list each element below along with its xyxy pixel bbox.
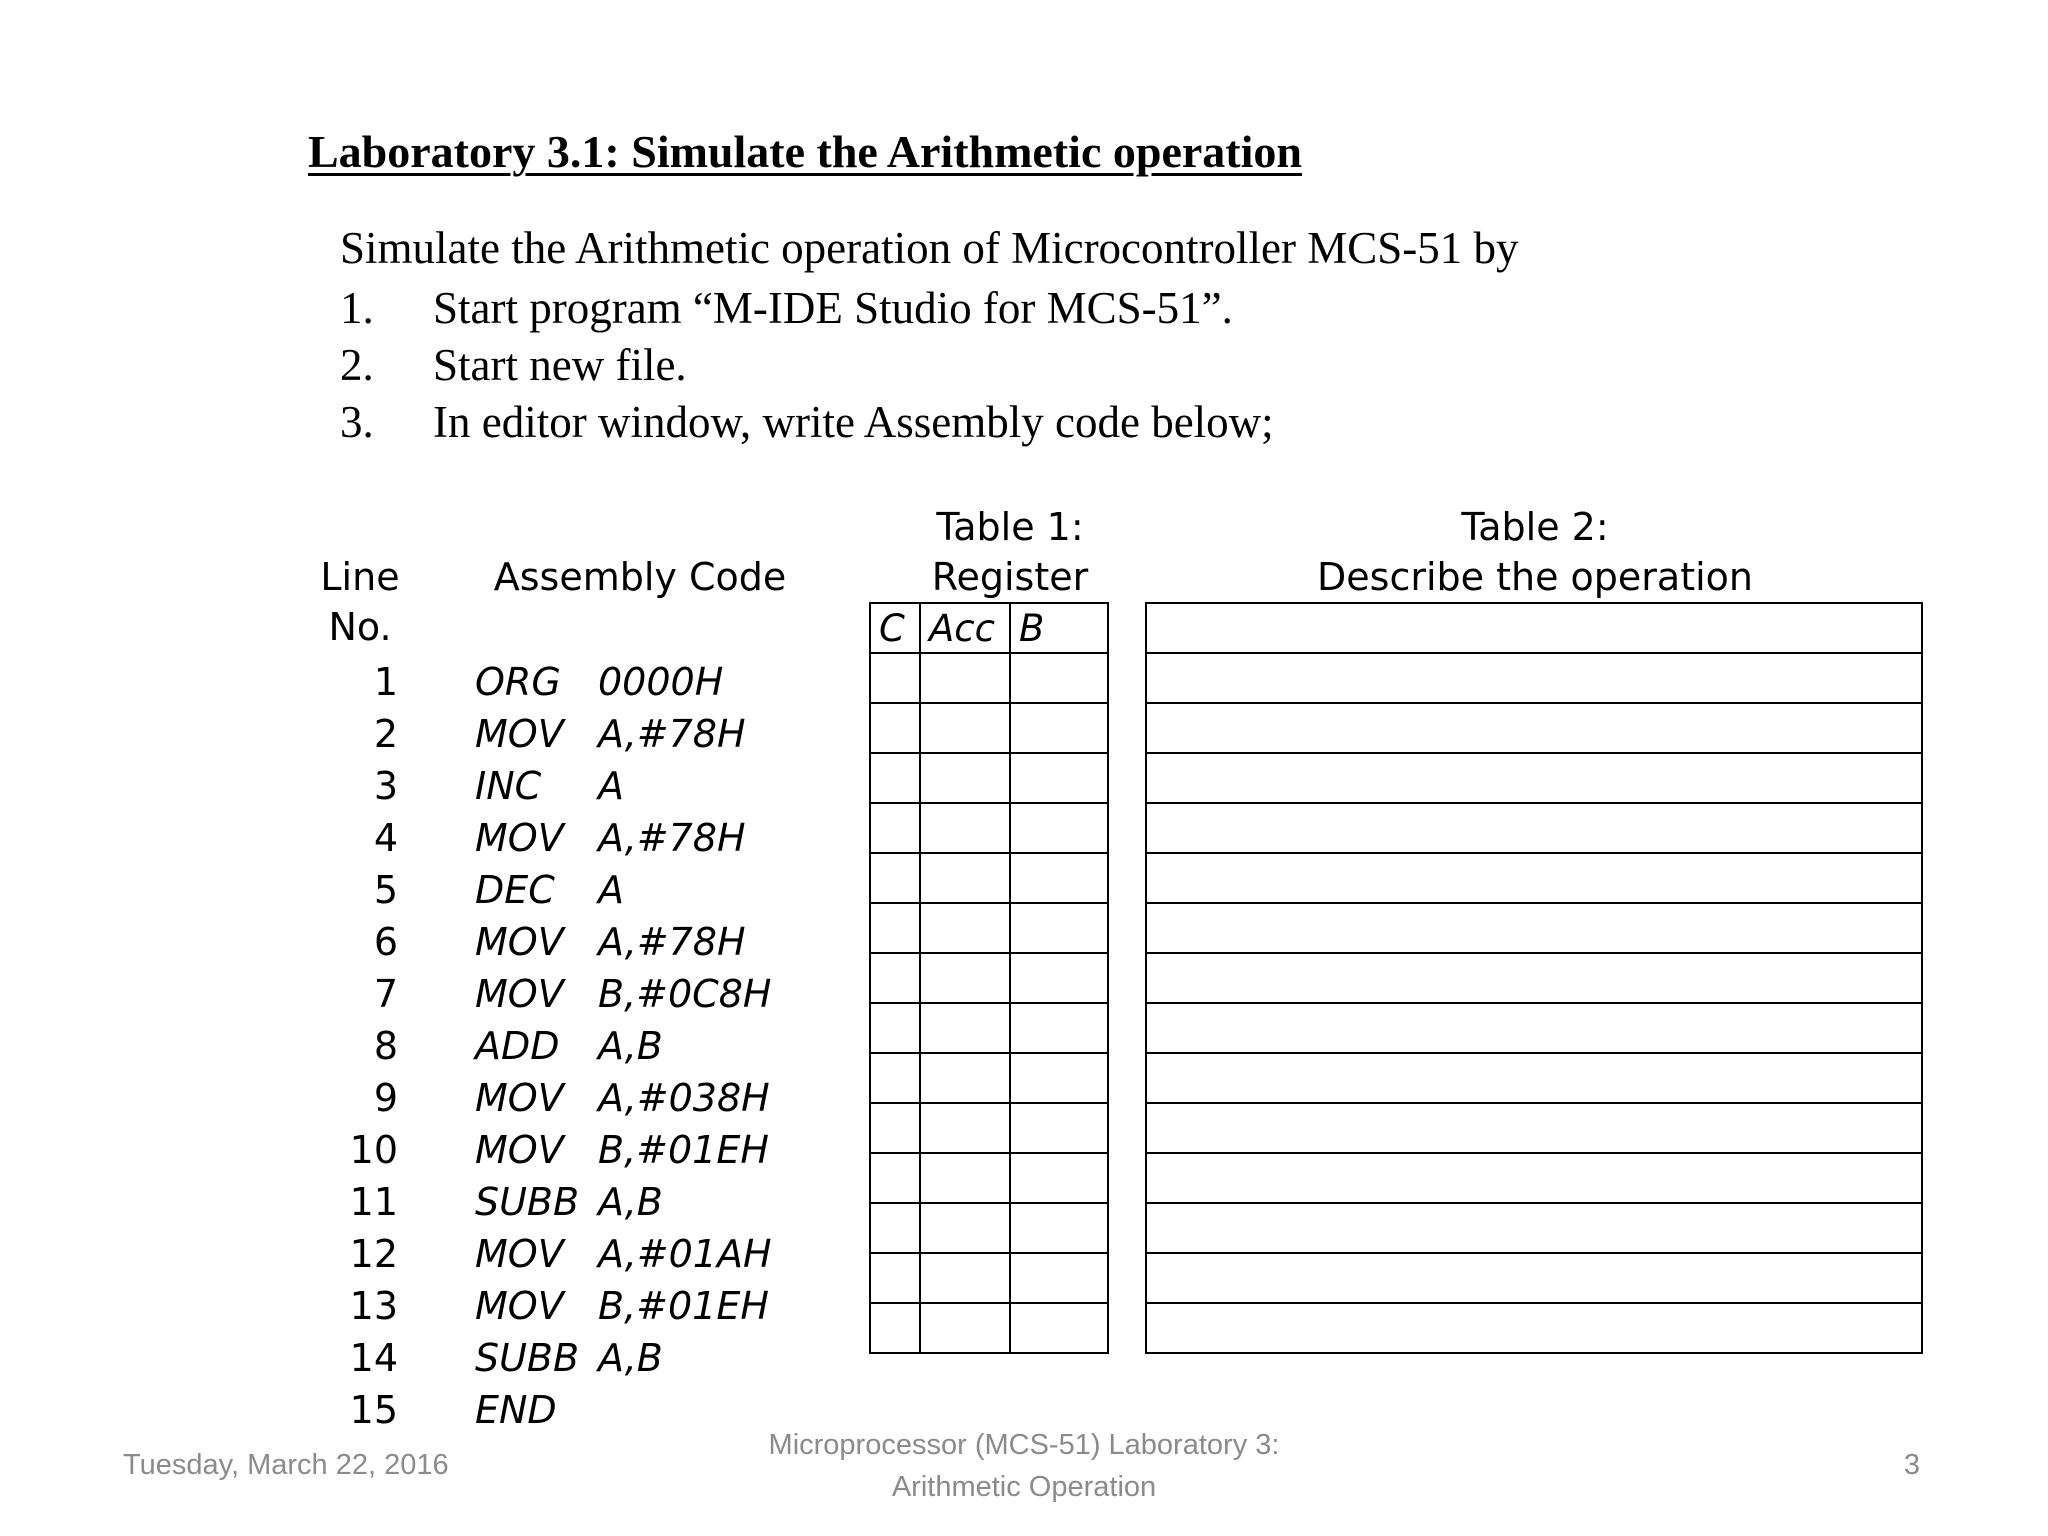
code-line xyxy=(300,1176,820,1228)
opcode: ORG xyxy=(475,660,561,704)
description-cell xyxy=(1146,1153,1922,1203)
line-number: 9 xyxy=(373,1076,398,1120)
description-row xyxy=(1146,1103,1922,1153)
operand: B,#01EH xyxy=(598,1128,769,1172)
description-row xyxy=(1146,903,1922,953)
operand: A,#78H xyxy=(598,816,746,860)
description-row xyxy=(1146,853,1922,903)
register-cell xyxy=(1010,1203,1108,1253)
description-cell xyxy=(1146,1253,1922,1303)
operand: A,B xyxy=(598,1024,663,1068)
description-row xyxy=(1146,1303,1922,1353)
step-number: 3. xyxy=(340,397,374,447)
operand: 0000H xyxy=(598,660,724,704)
description-row xyxy=(1146,803,1922,853)
register-row xyxy=(870,753,1108,803)
footer-title xyxy=(724,1424,1324,1508)
register-row xyxy=(870,1153,1108,1203)
register-cell xyxy=(920,703,1010,753)
register-cell xyxy=(1010,1053,1108,1103)
register-cell xyxy=(920,1303,1010,1353)
register-row xyxy=(870,903,1108,953)
page-number: 3 xyxy=(1903,1449,1920,1481)
step-text: Start new file. xyxy=(433,340,687,390)
description-row xyxy=(1146,1153,1922,1203)
description-cell xyxy=(1146,1303,1922,1353)
register-cell xyxy=(920,853,1010,903)
operand: A xyxy=(598,868,624,912)
line-number: 1 xyxy=(373,660,398,704)
opcode: MOV xyxy=(475,1284,564,1328)
register-column-b: B xyxy=(1010,603,1108,653)
description-row xyxy=(1146,653,1922,703)
register-row xyxy=(870,1003,1108,1053)
register-row xyxy=(870,1203,1108,1253)
intro-text: Simulate the Arithmetic operation of Microcontroller MCS-51 by xyxy=(340,223,1519,273)
register-cell xyxy=(870,653,920,703)
register-cell xyxy=(1010,1253,1108,1303)
line-number: 12 xyxy=(349,1232,398,1276)
description-cell xyxy=(1146,953,1922,1003)
opcode: MOV xyxy=(475,712,564,756)
table2-subtitle: Describe the operation xyxy=(1317,555,1753,599)
step-number: 1. xyxy=(340,283,374,333)
register-cell xyxy=(870,1253,920,1303)
description-cell xyxy=(1146,1203,1922,1253)
register-cell xyxy=(870,803,920,853)
assembly-code-header: Assembly Code xyxy=(493,555,787,599)
line-number: 6 xyxy=(373,920,398,964)
register-cell xyxy=(1010,753,1108,803)
opcode: MOV xyxy=(475,972,564,1016)
register-cell xyxy=(920,753,1010,803)
opcode: END xyxy=(475,1388,557,1432)
register-cell xyxy=(920,803,1010,853)
register-row xyxy=(870,953,1108,1003)
description-row xyxy=(1146,1253,1922,1303)
register-row xyxy=(870,703,1108,753)
step-text: In editor window, write Assembly code below; xyxy=(433,397,1274,447)
code-line xyxy=(300,1280,820,1332)
register-cell xyxy=(1010,853,1108,903)
register-cell xyxy=(920,1253,1010,1303)
line-number: 4 xyxy=(373,816,398,860)
line-number: 2 xyxy=(373,712,398,756)
register-cell xyxy=(870,853,920,903)
line-number: 3 xyxy=(373,764,398,808)
description-row xyxy=(1146,1203,1922,1253)
operand: A,B xyxy=(598,1336,663,1380)
describe-operation-table xyxy=(1145,602,1923,1354)
register-cell xyxy=(920,1153,1010,1203)
footer-date: Tuesday, March 22, 2016 xyxy=(123,1449,449,1481)
register-cell xyxy=(920,1053,1010,1103)
code-line xyxy=(300,916,820,968)
line-no-header xyxy=(300,552,420,652)
line-number: 5 xyxy=(373,868,398,912)
line-number: 15 xyxy=(349,1388,398,1432)
code-line xyxy=(300,812,820,864)
operand: A,#01AH xyxy=(598,1232,772,1276)
description-row xyxy=(1146,753,1922,803)
description-cell xyxy=(1146,603,1922,653)
opcode: SUBB xyxy=(475,1180,580,1224)
description-row xyxy=(1146,1053,1922,1103)
register-cell xyxy=(1010,703,1108,753)
table2-title: Table 2: xyxy=(1461,505,1609,549)
operand: A xyxy=(598,764,624,808)
register-cell xyxy=(870,703,920,753)
line-number: 11 xyxy=(349,1180,398,1224)
slide-title: Laboratory 3.1: Simulate the Arithmetic operation xyxy=(308,126,1302,177)
register-cell xyxy=(1010,1003,1108,1053)
table2-caption xyxy=(1145,502,1925,602)
opcode: MOV xyxy=(475,1128,564,1172)
operand: A,#78H xyxy=(598,920,746,964)
description-cell xyxy=(1146,1053,1922,1103)
description-cell xyxy=(1146,853,1922,903)
code-line xyxy=(300,1124,820,1176)
register-cell xyxy=(870,1053,920,1103)
register-cell xyxy=(920,953,1010,1003)
table1-subtitle: Register xyxy=(931,555,1089,599)
description-row xyxy=(1146,1003,1922,1053)
description-cell xyxy=(1146,753,1922,803)
description-cell xyxy=(1146,1003,1922,1053)
register-cell xyxy=(870,903,920,953)
code-line xyxy=(300,656,820,708)
register-row xyxy=(870,803,1108,853)
description-cell xyxy=(1146,1103,1922,1153)
register-cell xyxy=(1010,1303,1108,1353)
register-cell xyxy=(870,1303,920,1353)
line-number: 7 xyxy=(373,972,398,1016)
line-number: 10 xyxy=(349,1128,398,1172)
register-cell xyxy=(920,653,1010,703)
opcode: MOV xyxy=(475,816,564,860)
register-cell xyxy=(870,1103,920,1153)
line-number: 13 xyxy=(349,1284,398,1328)
assembly-program xyxy=(300,656,820,1436)
register-row xyxy=(870,853,1108,903)
operand: B,#0C8H xyxy=(598,972,772,1016)
operand: A,#038H xyxy=(598,1076,770,1120)
register-cell xyxy=(920,903,1010,953)
description-cell xyxy=(1146,653,1922,703)
register-cell xyxy=(920,1003,1010,1053)
line-number: 8 xyxy=(373,1024,398,1068)
register-row xyxy=(870,1053,1108,1103)
code-line xyxy=(300,1332,820,1384)
register-cell xyxy=(1010,803,1108,853)
register-cell xyxy=(920,1203,1010,1253)
line-header-text: Line xyxy=(320,555,400,599)
register-table xyxy=(869,602,1109,1354)
code-line xyxy=(300,1020,820,1072)
register-column-acc: Acc xyxy=(920,603,1010,653)
code-line xyxy=(300,760,820,812)
description-cell xyxy=(1146,803,1922,853)
step-text: Start program “M-IDE Studio for MCS-51”. xyxy=(433,283,1233,333)
operand: A,B xyxy=(598,1180,663,1224)
register-row xyxy=(870,1303,1108,1353)
code-line xyxy=(300,708,820,760)
footer-title-line1: Microprocessor (MCS-51) Laboratory 3: xyxy=(768,1429,1280,1461)
operand: A,#78H xyxy=(598,712,746,756)
description-row xyxy=(1146,953,1922,1003)
register-cell xyxy=(920,1103,1010,1153)
opcode: SUBB xyxy=(475,1336,580,1380)
code-line xyxy=(300,864,820,916)
register-cell xyxy=(870,1203,920,1253)
register-cell xyxy=(870,1153,920,1203)
register-column-c: C xyxy=(870,603,920,653)
opcode: INC xyxy=(475,764,542,808)
footer-title-line2: Arithmetic Operation xyxy=(891,1471,1157,1503)
register-row xyxy=(870,1253,1108,1303)
register-row xyxy=(870,653,1108,703)
register-cell xyxy=(870,753,920,803)
line-number: 14 xyxy=(349,1336,398,1380)
register-cell xyxy=(870,953,920,1003)
description-row xyxy=(1146,603,1922,653)
opcode: DEC xyxy=(475,868,555,912)
opcode: ADD xyxy=(475,1024,560,1068)
operand: B,#01EH xyxy=(598,1284,769,1328)
opcode: MOV xyxy=(475,920,564,964)
description-cell xyxy=(1146,903,1922,953)
register-cell xyxy=(1010,653,1108,703)
register-cell xyxy=(1010,903,1108,953)
no-header-text: No. xyxy=(328,605,392,649)
register-cell xyxy=(1010,1103,1108,1153)
register-cell xyxy=(1010,953,1108,1003)
register-cell xyxy=(870,1003,920,1053)
code-line xyxy=(300,1072,820,1124)
code-line xyxy=(300,1228,820,1280)
table1-title: Table 1: xyxy=(936,505,1084,549)
step-number: 2. xyxy=(340,340,374,390)
description-cell xyxy=(1146,703,1922,753)
opcode: MOV xyxy=(475,1076,564,1120)
register-cell xyxy=(1010,1153,1108,1203)
code-line xyxy=(300,968,820,1020)
opcode: MOV xyxy=(475,1232,564,1276)
register-row xyxy=(870,1103,1108,1153)
table1-caption xyxy=(860,502,1160,602)
description-row xyxy=(1146,703,1922,753)
